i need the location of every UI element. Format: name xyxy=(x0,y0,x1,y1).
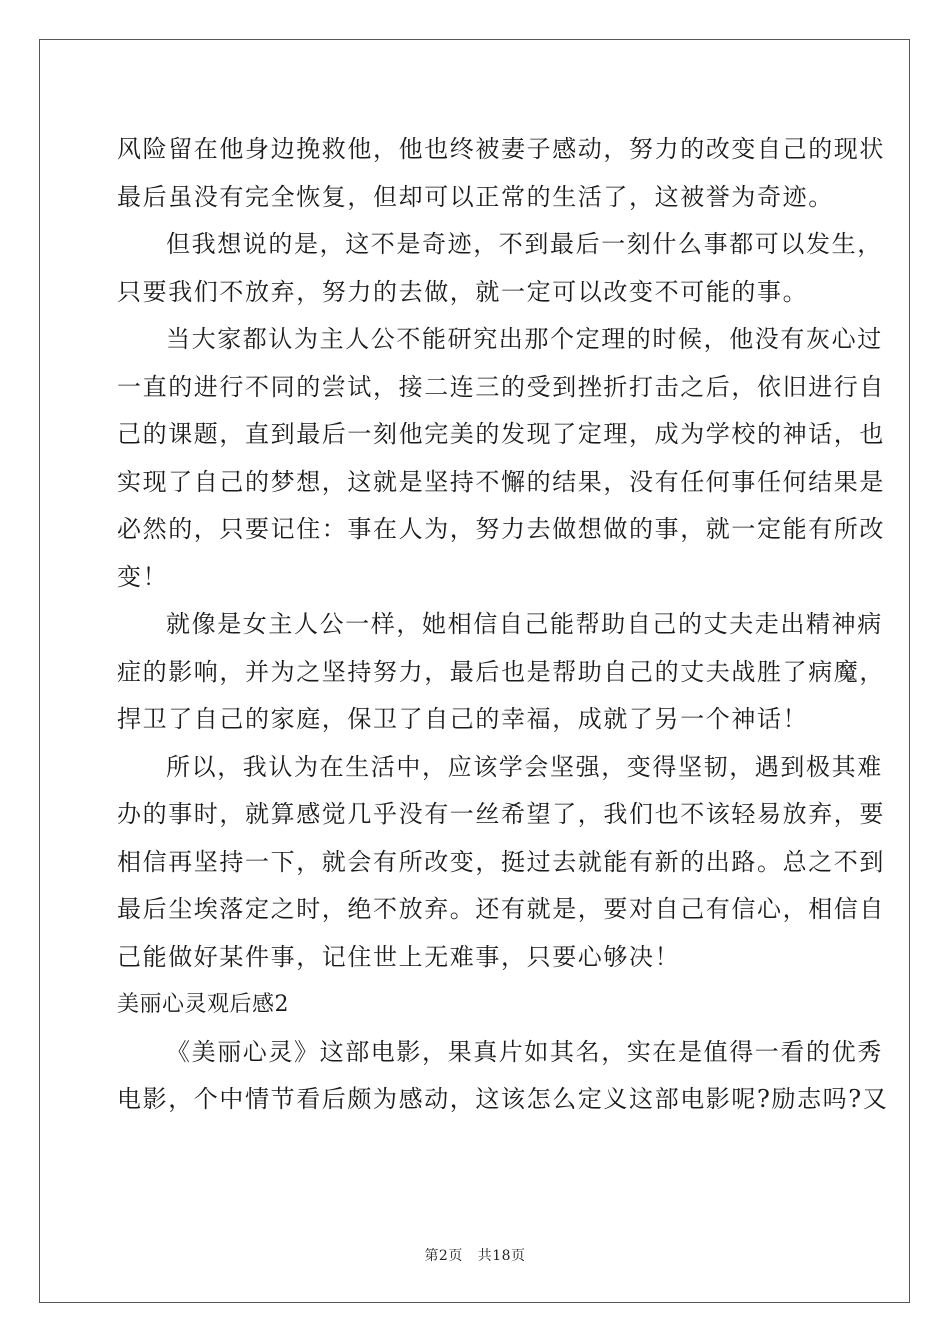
page-footer xyxy=(0,1245,950,1265)
page-total: 共18页 xyxy=(477,1248,526,1264)
text-line: 就像是女主人公一样，她相信自己能帮助自己的丈夫走出精神病 xyxy=(166,610,883,638)
text-line: 实现了自己的梦想，这就是坚持不懈的结果，没有任何事任何结果是 xyxy=(117,467,885,496)
paragraph-5 xyxy=(117,744,885,982)
text-line: 所以，我认为在生活中，应该学会坚强，变得坚韧，遇到极其难 xyxy=(166,752,883,781)
text-line: 电影，个中情节看后颇为感动，这该怎么定义这部电影呢?励志吗?又 xyxy=(117,1085,889,1113)
text-line: 一直的进行不同的尝试，接二连三的受到挫折打击之后，依旧进行自 xyxy=(117,372,885,401)
paragraph-2 xyxy=(117,221,883,316)
text-line: 《美丽心灵》这部电影，果真片如其名，实在是值得一看的优秀 xyxy=(166,1037,883,1066)
paragraph-6 xyxy=(117,1029,889,1124)
text-line: 己能做好某件事，记住世上无难事，只要心够决！ xyxy=(117,942,681,971)
text-line: 己的课题，直到最后一刻他完美的发现了定理，成为学校的神话，也 xyxy=(117,420,885,448)
text-line: 变！ xyxy=(117,562,169,591)
text-line: 必然的，只要记住：事在人为，努力去做想做的事，就一定能有所改 xyxy=(117,515,885,543)
paragraph-4 xyxy=(117,601,885,744)
text-line: 只要我们不放弃，努力的去做，就一定可以改变不可能的事。 xyxy=(117,277,809,306)
paragraph-3 xyxy=(117,316,885,601)
text-line: 风险留在他身边挽救他，他也终被妻子感动，努力的改变自己的现状 xyxy=(117,135,885,163)
text-line: 相信再坚持一下，就会有所改变，挺过去就能有新的出路。总之不到 xyxy=(117,847,885,876)
text-line: 最后尘埃落定之时，绝不放弃。还有就是，要对自己有信心，相信自 xyxy=(117,895,885,923)
text-line: 当大家都认为主人公不能研究出那个定理的时候，他没有灰心过 xyxy=(166,325,883,353)
section-title: 美丽心灵观后感2 xyxy=(117,992,289,1017)
footer-gap xyxy=(463,1248,478,1264)
text-line: 症的影响，并为之坚持努力，最后也是帮助自己的丈夫战胜了病魔， xyxy=(117,657,885,686)
paragraph-1 xyxy=(117,126,885,221)
text-line: 最后虽没有完全恢复，但却可以正常的生活了，这被誉为奇迹。 xyxy=(117,182,834,211)
text-line: 但我想说的是，这不是奇迹，不到最后一刻什么事都可以发生， xyxy=(166,230,883,258)
document-body xyxy=(117,126,889,1124)
page-number: 第2页 xyxy=(424,1248,463,1264)
text-line: 捍卫了自己的家庭，保卫了自己的幸福，成就了另一个神话！ xyxy=(117,705,809,733)
text-line: 办的事时，就算感觉几乎没有一丝希望了，我们也不该轻易放弃，要 xyxy=(117,800,885,828)
